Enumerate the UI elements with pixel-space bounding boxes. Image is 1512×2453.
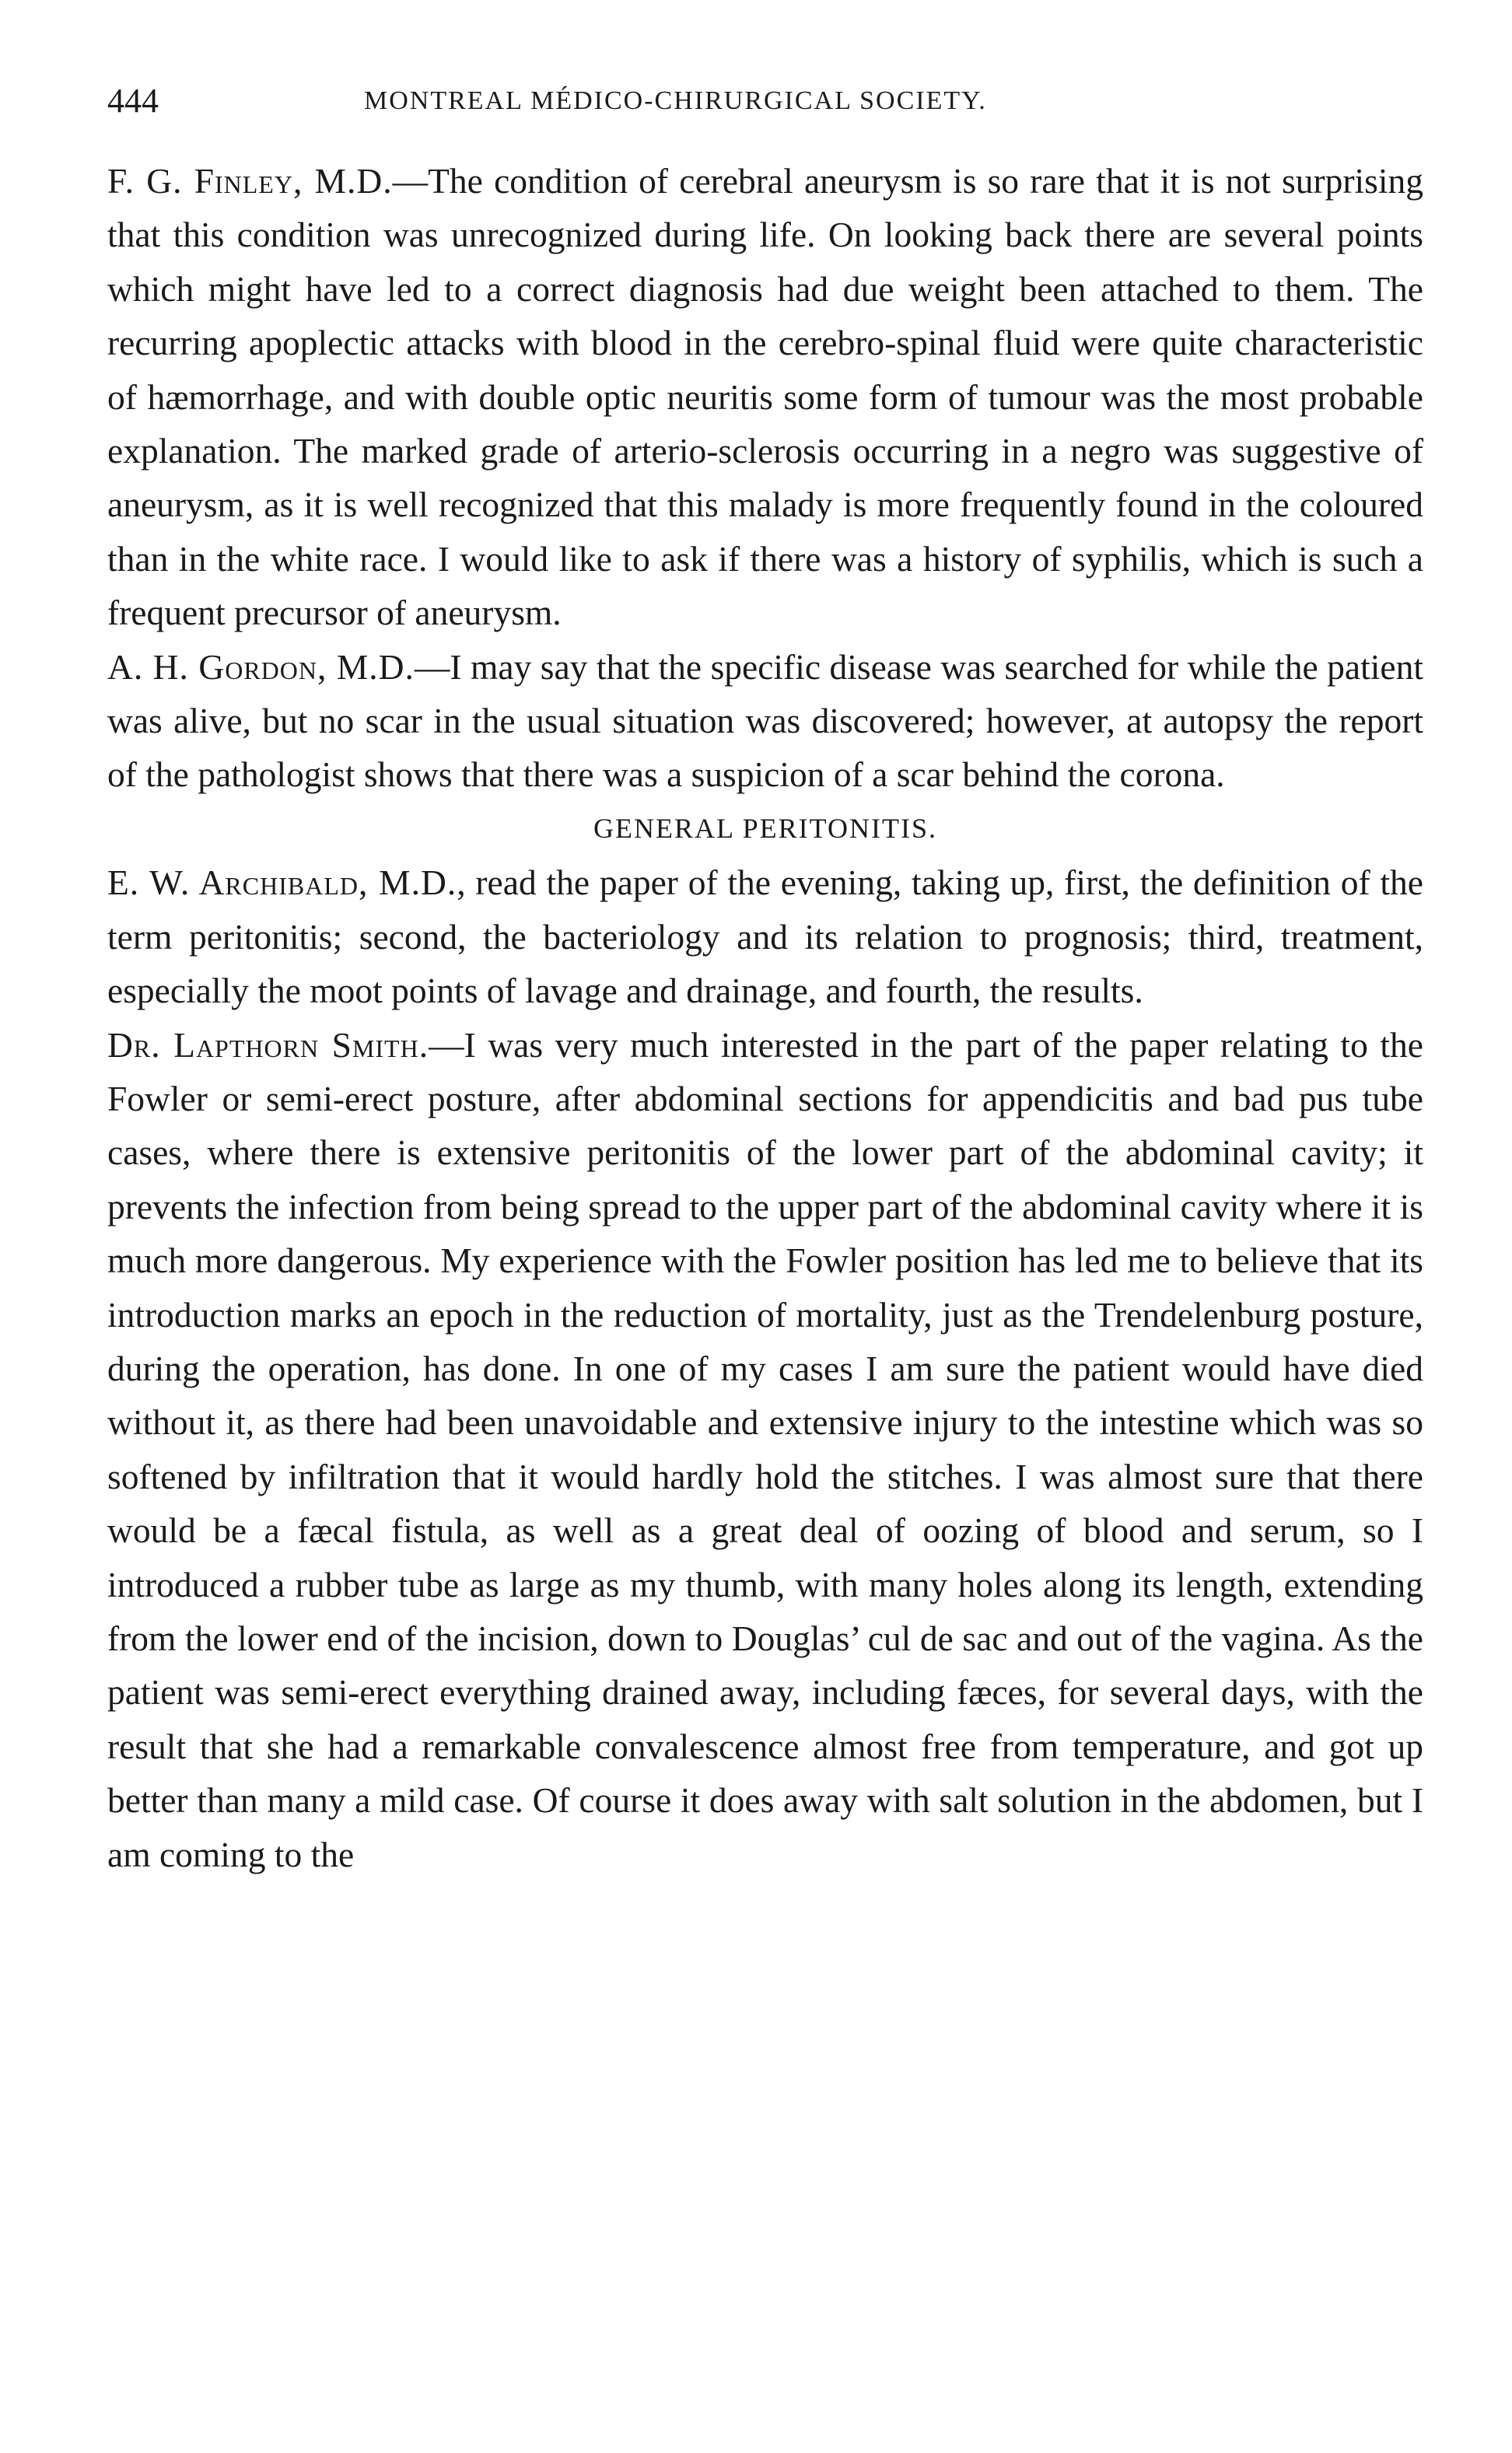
paragraph-text: —The condition of cerebral aneurysm is so rare that it is not surprising that this condition was unrecognized during life. On looking back there are several points which might have led to a correct diagnosis had due weight been attached to them. The recurring apoplectic attacks with blood in the cerebro-spinal fluid were quite characteristic of hæmorrhage, and with double optic neuritis some form of tumour was the most probable explanation. The marked grade of arterio-sclerosis occurring in a negro was suggestive of aneurysm, as it is well recognized that this malady is more frequently found in the coloured than in the white race. I would like to ask if there was a history of syphilis, which is such a frequent precursor of aneurysm. xyxy=(107,161,1424,633)
paragraph-finley xyxy=(107,154,1423,640)
speaker-name: A. H. Gordon, M.D. xyxy=(107,646,415,687)
paragraph-text: —I may say that the specific disease was searched for while the patient was alive, but no scar in the usual situation was discovered; however, at autopsy the report of the pathologist shows that there was a suspicion of a scar behind the corona. xyxy=(107,646,1423,795)
running-title: MONTREAL MÉDICO-CHIRURGICAL SOCIETY. xyxy=(364,86,987,115)
paragraph-archibald xyxy=(107,856,1423,1017)
section-heading: GENERAL PERITONITIS. xyxy=(593,812,937,844)
paragraph-gordon xyxy=(107,640,1423,802)
paragraph-lapthorn-smith xyxy=(107,1018,1423,1882)
paragraph-text: —I was very much interested in the part of the paper relating to the Fowler or semi-erect posture, after abdominal sections for appendicitis and bad pus tube cases, where there is extensive peritonitis of the lower part of the abdominal cavity; it prevents the infection from being spread to the upper part of the abdominal cavity where it is much more dangerous. My experience with the Fowler position has led me to believe that its introduction marks an epoch in the reduction of mortality, just as the Trendelenburg posture, during the operation, has done. In one of my cases I am sure the patient would have died without it, as there had been unavoidable and extensive injury to the intestine which was so softened by infiltration that it would hardly hold the stitches. I was almost sure that there would be a fæcal fistula, as well as a great deal of oozing of blood and serum, so I introduced a rubber tube as large as my thumb, with many holes along its length, extending from the lower end of the incision, down to Douglas’ cul de sac and out of the vagina. As the patient was semi-erect everything drained away, including fæces, for several days, with the result that she had a remarkable convalescence almost free from temperature, and got up better than many a mild case. Of course it does away with salt solution in the abdomen, but I am coming to the xyxy=(107,1024,1423,1874)
document-body xyxy=(107,154,1423,1881)
speaker-name: E. W. Archibald, M.D. xyxy=(107,863,457,903)
paragraph-text: , read the paper of the evening, taking up, first, the definition of the term peritonitis; second, the bacteriology and its relation to prognosis; third, treatment, especially the moot points of lavage and drainage, and fourth, the results. xyxy=(107,863,1424,1011)
speaker-name: F. G. Finley, M.D. xyxy=(107,161,393,201)
speaker-name: Dr. Lapthorn Smith. xyxy=(107,1024,429,1065)
running-head xyxy=(107,78,1423,124)
page-number: 444 xyxy=(107,82,159,120)
document-page xyxy=(107,78,1423,1881)
